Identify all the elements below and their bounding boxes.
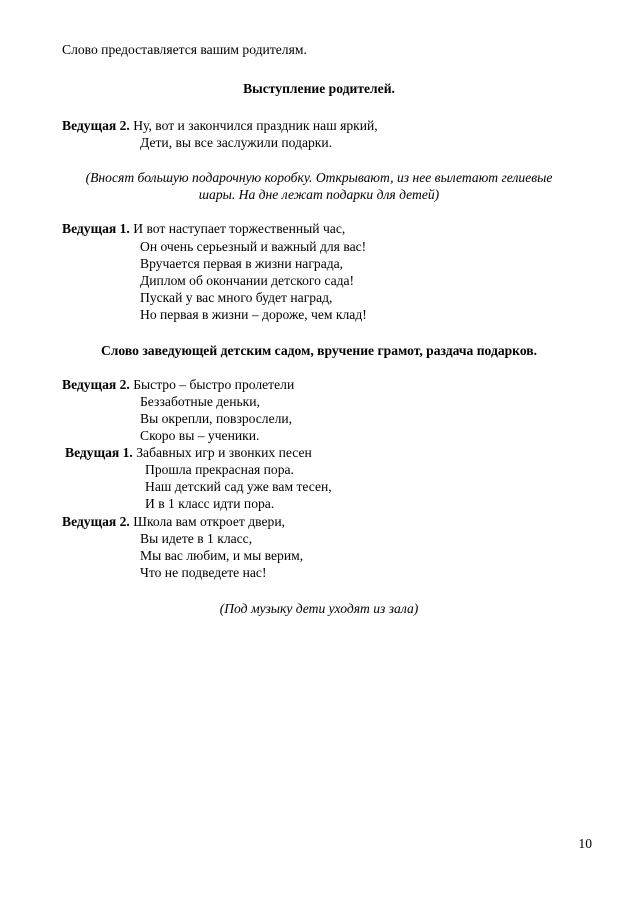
speech-line: Что не подведете нас! bbox=[140, 565, 267, 580]
speech-line: Дети, вы все заслужили подарки. bbox=[140, 135, 333, 150]
speech-first-line bbox=[62, 220, 345, 237]
speech-line: Но первая в жизни – дороже, чем клад! bbox=[140, 307, 367, 322]
speech-text: Школа вам откроет двери, bbox=[129, 514, 286, 529]
speech-first-line bbox=[65, 444, 312, 461]
heading-head-speech: Слово заведующей детским садом, вручение грамот, раздача подарков. bbox=[100, 343, 538, 358]
speech-first-line bbox=[62, 376, 294, 393]
page-number: 10 bbox=[578, 836, 592, 851]
heading-parents: Выступление родителей. bbox=[243, 81, 395, 96]
speech-text: Быстро – быстро пролетели bbox=[129, 377, 295, 392]
speech-line: Пускай у вас много будет наград, bbox=[140, 290, 333, 305]
speech-line: Он очень серьезный и важный для вас! bbox=[140, 239, 367, 254]
speaker-label: Ведущая 1. bbox=[65, 445, 133, 460]
speaker-label: Ведущая 2. bbox=[62, 118, 130, 133]
stage-direction-line: (Вносят большую подарочную коробку. Открывают, из нее вылетают гелиевые bbox=[85, 170, 553, 185]
speech-line: Мы вас любим, и мы верим, bbox=[140, 548, 304, 563]
speech-first-line bbox=[62, 513, 285, 530]
stage-direction-line: шары. На дне лежат подарки для детей) bbox=[198, 187, 440, 202]
speaker-label: Ведущая 2. bbox=[62, 514, 130, 529]
speaker-label: Ведущая 1. bbox=[62, 221, 130, 236]
speech-line: Беззаботные деньки, bbox=[140, 394, 260, 409]
speech-line: Наш детский сад уже вам тесен, bbox=[145, 479, 332, 494]
speech-line: Вручается первая в жизни награда, bbox=[140, 256, 344, 271]
speech-line: Вы идете в 1 класс, bbox=[140, 531, 253, 546]
speech-line: Скоро вы – ученики. bbox=[140, 428, 260, 443]
speech-line: Прошла прекрасная пора. bbox=[145, 462, 294, 477]
speech-text: Забавных игр и звонких песен bbox=[132, 445, 312, 460]
speech-line: Диплом об окончании детского сада! bbox=[140, 273, 355, 288]
speech-line: Вы окрепли, повзрослели, bbox=[140, 411, 293, 426]
speech-first-line bbox=[62, 117, 378, 134]
stage-direction-line: (Под музыку дети уходят из зала) bbox=[219, 601, 419, 616]
intro-text: Слово предоставляется вашим родителям. bbox=[62, 42, 307, 57]
speech-text: И вот наступает торжественный час, bbox=[129, 221, 346, 236]
speech-text: Ну, вот и закончился праздник наш яркий, bbox=[129, 118, 378, 133]
speaker-label: Ведущая 2. bbox=[62, 377, 130, 392]
speech-line: И в 1 класс идти пора. bbox=[145, 496, 275, 511]
